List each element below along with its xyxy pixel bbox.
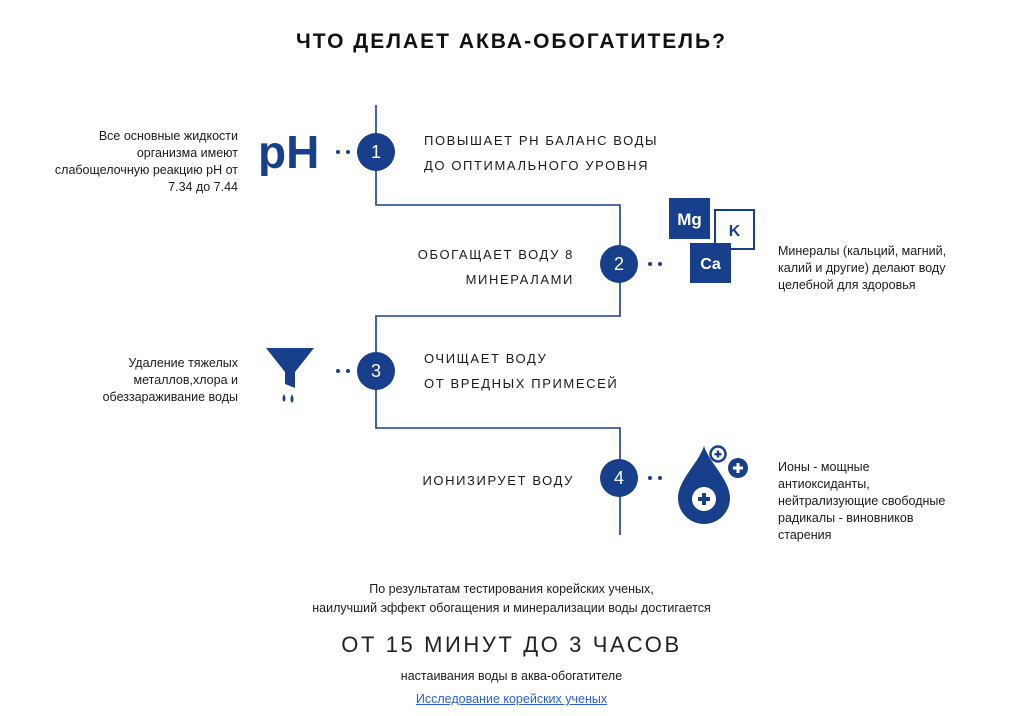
results-note: По результатам тестирования корейских ученых, наилучший эффект обогащения и минерализации воды достигается: [312, 582, 711, 615]
page-title: ЧТО ДЕЛАЕТ АКВА-ОБОГАТИТЕЛЬ?: [296, 30, 727, 53]
connector-dots: [648, 476, 668, 480]
step-4-description: Ионы - мощные антиоксиданты, нейтрализующие свободные радикалы - виновников старения: [778, 460, 946, 542]
step-4-text: ИОНИЗИРУЕТ ВОДУ: [422, 473, 574, 488]
step-3-description: Удаление тяжелых металлов,хлора и обеззараживание воды: [102, 356, 238, 404]
step-number-2: 2: [600, 245, 638, 283]
svg-text:pH: pH: [258, 126, 320, 176]
step-number-1: 1: [357, 133, 395, 171]
funnel-icon: [262, 344, 318, 410]
step-number-4: 4: [600, 459, 638, 497]
step-3-text: ОЧИЩАЕТ ВОДУ ОТ ВРЕДНЫХ ПРИМЕСЕЙ: [424, 351, 619, 391]
connector-dots: [336, 150, 356, 154]
duration-highlight: ОТ 15 МИНУТ ДО 3 ЧАСОВ: [341, 632, 682, 657]
ph-icon: [258, 126, 328, 176]
svg-text:K: K: [728, 223, 741, 240]
minerals-icon: [669, 198, 759, 284]
research-link[interactable]: Исследование корейских ученых: [415, 692, 608, 706]
step-number-3: 3: [357, 352, 395, 390]
connector-dots: [336, 369, 356, 373]
step-2-text: ОБОГАЩАЕТ ВОДУ 8 МИНЕРАЛАМИ: [417, 247, 574, 287]
svg-text:Ca: Ca: [700, 256, 721, 273]
infusion-note: настаивания воды в аква-обогатителе: [400, 669, 623, 683]
step-1-text: ПОВЫШАЕТ PH БАЛАНС ВОДЫ ДО ОПТИМАЛЬНОГО УРОВНЯ: [424, 133, 659, 173]
ion-drop-icon: [674, 444, 754, 524]
svg-text:Mg: Mg: [677, 210, 702, 229]
connector-dots: [648, 262, 668, 266]
step-1-description: Все основные жидкости организма имеют слабощелочную реакцию pH от 7.34 до 7.44: [54, 129, 238, 194]
step-2-description: Минералы (кальций, магний, калий и другие) делают воду целебной для здоровья: [778, 244, 947, 292]
research-link-wrap: [0, 690, 1023, 708]
